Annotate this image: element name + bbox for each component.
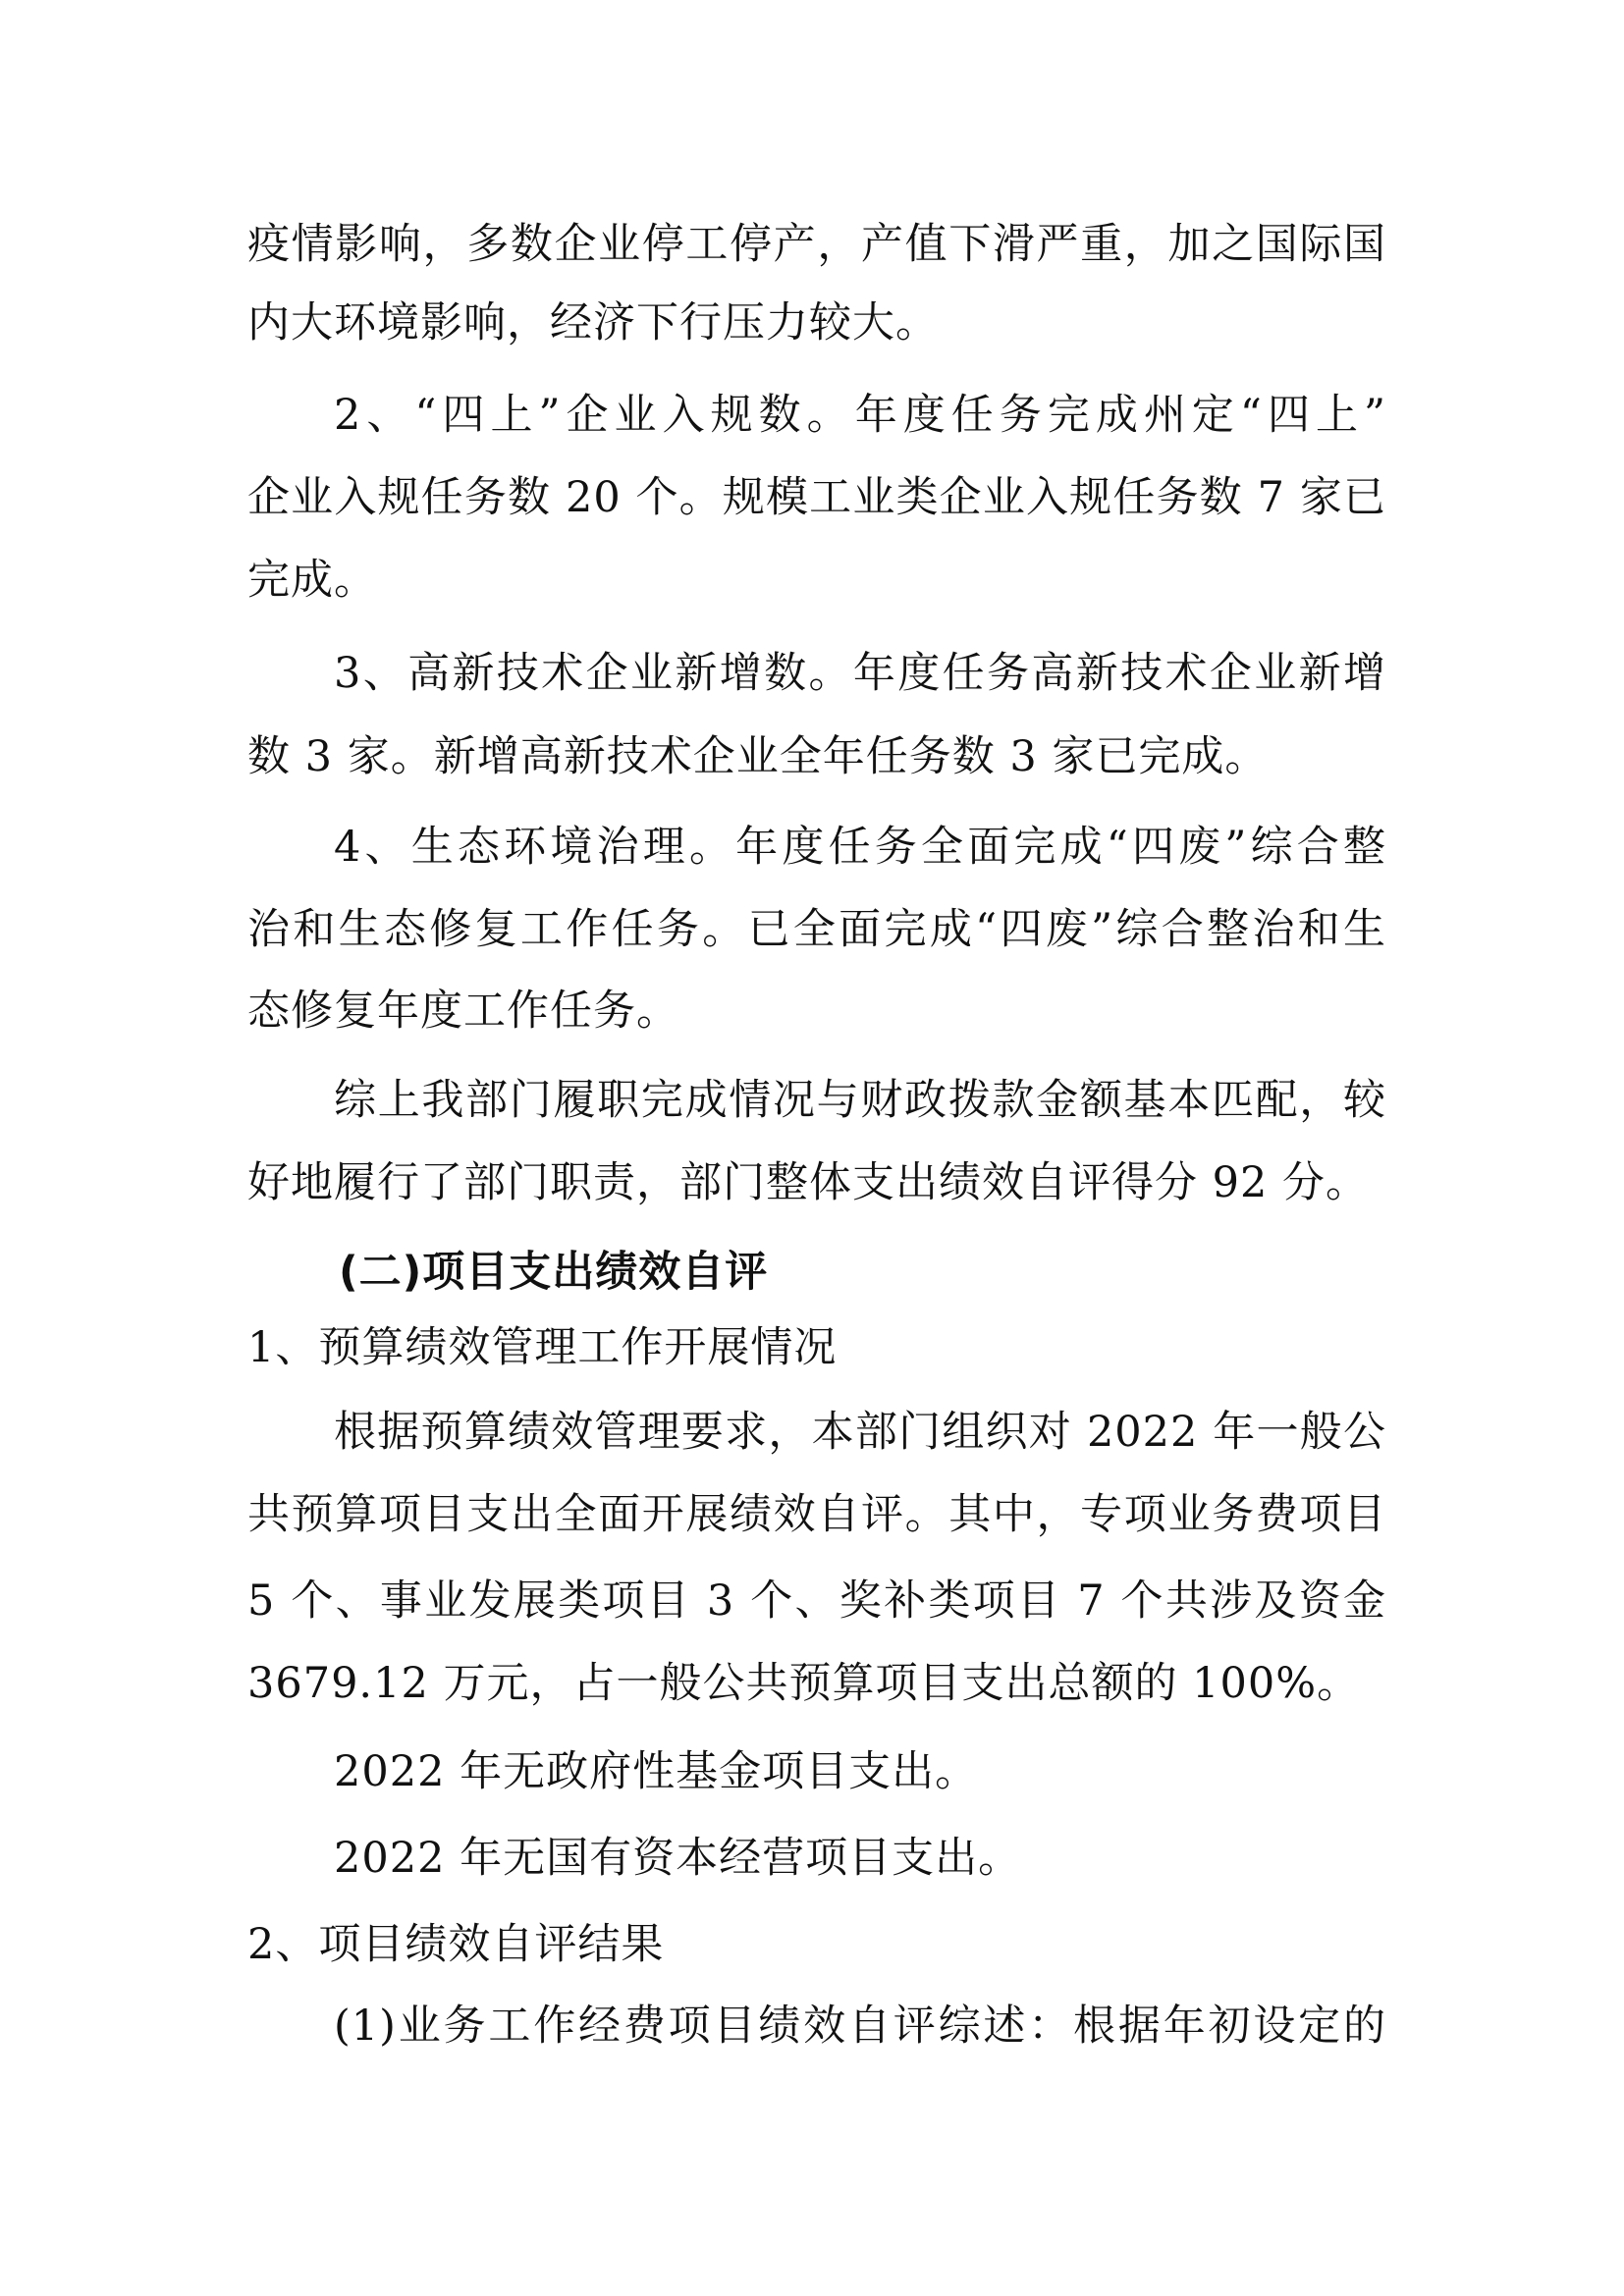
paragraph-line: 5 个、事业发展类项目 3 个、奖补类项目 7 个共涉及资金 — [247, 1576, 1386, 1626]
paragraph-line: 内大环境影响，经济下行压力较大。 — [247, 298, 939, 347]
paragraph-line: 治和生态修复工作任务。已全面完成“四废”综合整治和生 — [247, 905, 1386, 954]
subsection-heading: 1、预算绩效管理工作开展情况 — [247, 1323, 838, 1372]
paragraph-line: 4、生态环境治理。年度任务全面完成“四废”综合整 — [334, 823, 1386, 872]
paragraph-line: 完成。 — [247, 556, 377, 605]
section-heading: (二)项目支出绩效自评 — [339, 1248, 769, 1297]
paragraph-line: 好地履行了部门职责，部门整体支出绩效自评得分 92 分。 — [247, 1158, 1370, 1207]
paragraph-line: 共预算项目支出全面开展绩效自评。其中，专项业务费项目 — [247, 1490, 1386, 1539]
paragraph-line: (1)业务工作经费项目绩效自评综述：根据年初设定的 — [334, 2002, 1386, 2051]
paragraph-line: 企业入规任务数 20 个。规模工业类企业入规任务数 7 家已 — [247, 473, 1386, 522]
paragraph-line: 3、高新技术企业新增数。年度任务高新技术企业新增 — [334, 649, 1386, 698]
subsection-heading: 2、项目绩效自评结果 — [247, 1920, 665, 1969]
paragraph-line: 态修复年度工作任务。 — [247, 987, 679, 1036]
paragraph-line: 数 3 家。新增高新技术企业全年任务数 3 家已完成。 — [247, 732, 1269, 781]
paragraph-line: 2022 年无国有资本经营项目支出。 — [334, 1834, 1022, 1883]
paragraph-line: 2、“四上”企业入规数。年度任务完成州定“四上” — [334, 391, 1386, 440]
paragraph-line: 2022 年无政府性基金项目支出。 — [334, 1747, 979, 1796]
paragraph-line: 综上我部门履职完成情况与财政拨款金额基本匹配，较 — [334, 1076, 1386, 1125]
paragraph-line: 3679.12 万元，占一般公共预算项目支出总额的 100%。 — [247, 1659, 1361, 1708]
paragraph-line: 疫情影响，多数企业停工停产，产值下滑严重，加之国际国 — [247, 220, 1386, 269]
paragraph-line: 根据预算绩效管理要求，本部门组织对 2022 年一般公 — [334, 1408, 1386, 1457]
